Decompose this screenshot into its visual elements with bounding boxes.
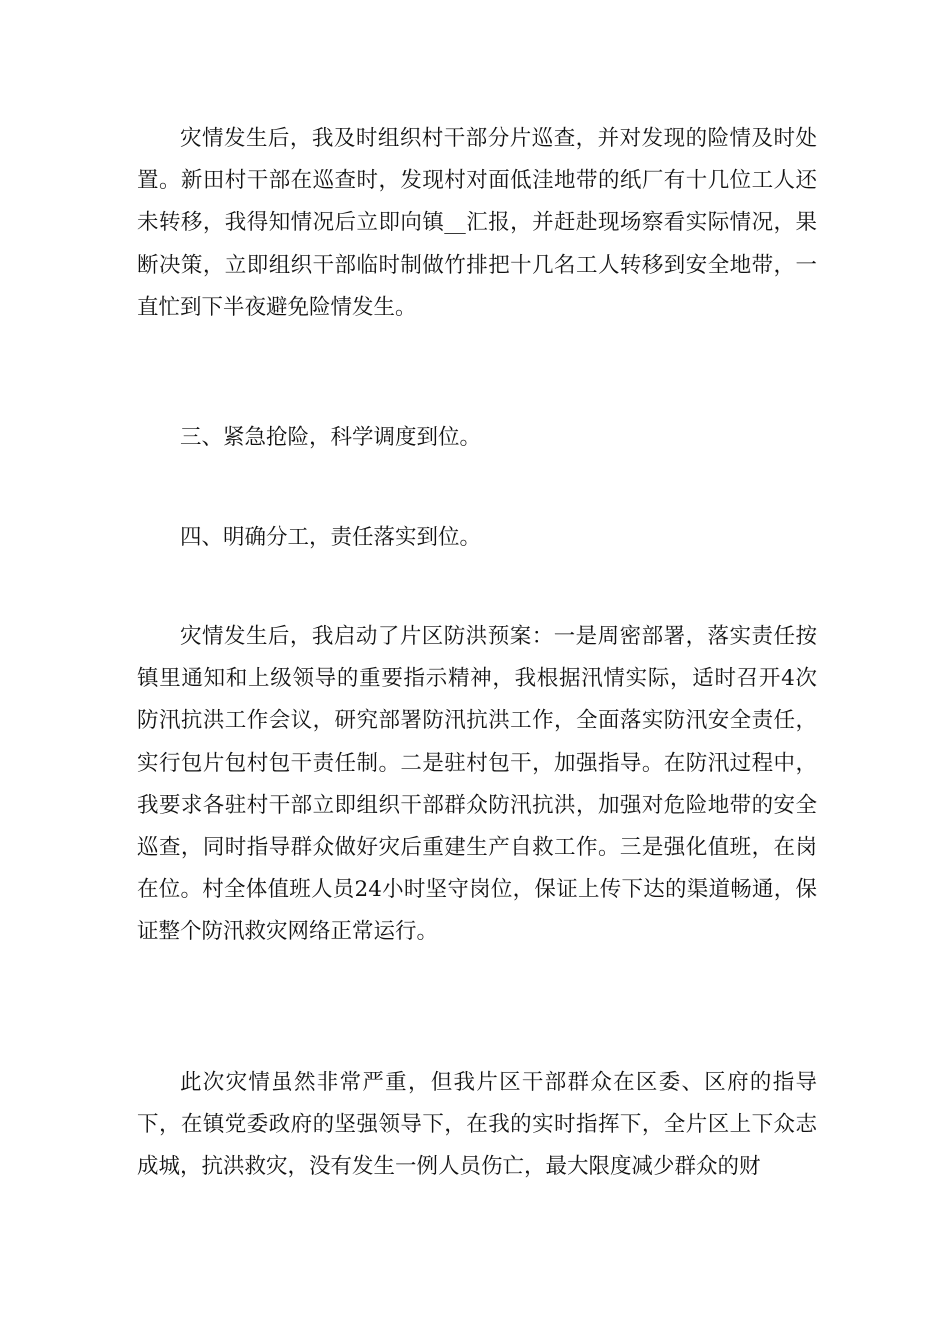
paragraph-summary: 此次灾情虽然非常严重，但我片区干部群众在区委、区府的指导下，在镇党委政府的坚强领导下，在我的实时指挥下，全片区上下众志成城，抗洪救灾，没有发生一例人员伤亡，最大限度减少群众的财	[137, 1070, 817, 1180]
heading-emergency-rescue: 三、紧急抢险，科学调度到位。	[180, 425, 482, 450]
heading-clear-division: 四、明确分工，责任落实到位。	[180, 525, 482, 550]
paragraph-patrol-report: 灾情发生后，我及时组织村干部分片巡查，并对发现的险情及时处置。新田村干部在巡查时，发现村对面低洼地带的纸厂有十几位工人还未转移，我得知情况后立即向镇__汇报，并赶赴现场察看实际情况，果断决策，立即组织干部临时制做竹排把十几名工人转移到安全地带，一直忙到下半夜避免险情发生。	[137, 126, 817, 320]
paragraph-flood-plan: 灾情发生后，我启动了片区防洪预案：一是周密部署，落实责任按镇里通知和上级领导的重要指示精神，我根据汛情实际，适时召开4次防汛抗洪工作会议，研究部署防汛抗洪工作，全面落实防汛安全责任，实行包片包村包干责任制。二是驻村包干，加强指导。在防汛过程中，我要求各驻村干部立即组织干部群众防汛抗洪，加强对危险地带的安全巡查，同时指导群众做好灾后重建生产自救工作。三是强化值班，在岗在位。村全体值班人员24小时坚守岗位，保证上传下达的渠道畅通，保证整个防汛救灾网络正常运行。	[137, 624, 817, 945]
